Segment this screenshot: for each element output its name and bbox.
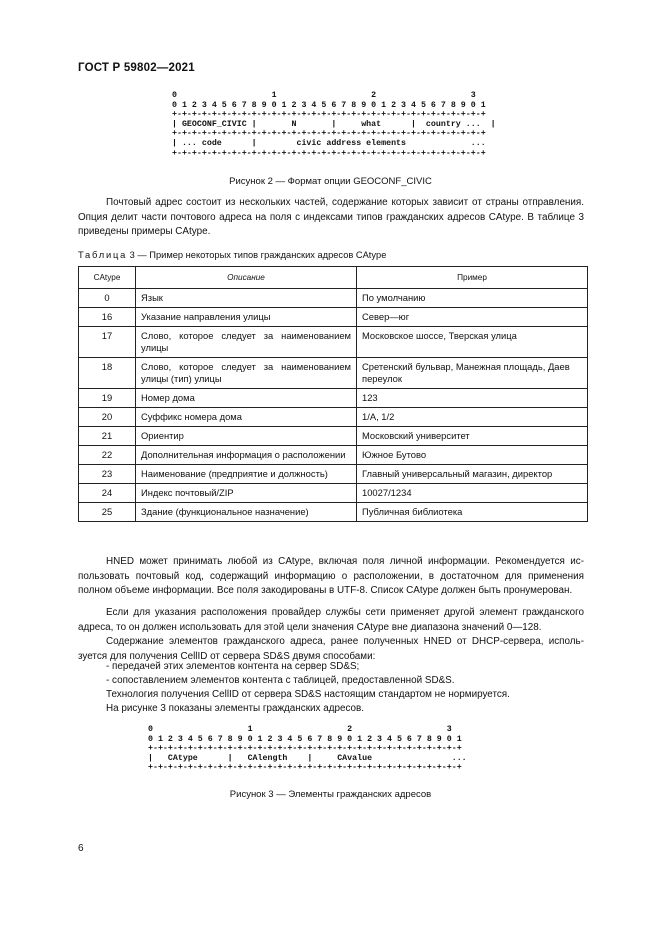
cell-description: Язык — [136, 289, 357, 308]
table-title-text: 3 — Пример некоторых типов гражданских адресов CAtype — [129, 250, 387, 260]
diagram-line: | ... code | civic address elements ... — [172, 138, 486, 148]
diagram-line: +-+-+-+-+-+-+-+-+-+-+-+-+-+-+-+-+-+-+-+-+-+-+-+-+-+-+-+-+-+-+-+ — [172, 148, 486, 158]
table-row — [79, 465, 588, 484]
diagram-line: 0 1 2 3 4 5 6 7 8 9 0 1 2 3 4 5 6 7 8 9 0 1 2 3 4 5 6 7 8 9 0 1 — [172, 100, 486, 110]
page-number: 6 — [78, 843, 84, 854]
cell-example: 10027/1234 — [357, 484, 588, 503]
diagram-line: +-+-+-+-+-+-+-+-+-+-+-+-+-+-+-+-+-+-+-+-+-+-+-+-+-+-+-+-+-+-+-+ — [148, 744, 462, 754]
diagram-line: | GEOCONF_CIVIC | N | what | country ... | — [172, 119, 496, 129]
list-item-mapping: - сопоставлением элементов контента с таблицей, предоставленной SD&S. — [106, 675, 455, 686]
cell-example: Южное Бутово — [357, 446, 588, 465]
cell-description: Указание направления улицы — [136, 308, 357, 327]
figure-3-caption: Рисунок 3 — Элементы гражданских адресов — [229, 789, 432, 800]
cell-description: Слово, которое следует за наименованием улицы — [136, 327, 357, 358]
cell-example: Московское шоссе, Тверская улица — [357, 327, 588, 358]
cell-description: Наименование (предприятие и должность) — [136, 465, 357, 484]
diagram-line: +-+-+-+-+-+-+-+-+-+-+-+-+-+-+-+-+-+-+-+-+-+-+-+-+-+-+-+-+-+-+-+ — [172, 129, 486, 139]
diagram-line: +-+-+-+-+-+-+-+-+-+-+-+-+-+-+-+-+-+-+-+-+-+-+-+-+-+-+-+-+-+-+-+ — [148, 763, 462, 773]
paragraph-hned: HNED может принимать любой из CAtype, включая поля личной информации. Рекомендуется использовать почтовый код, содержащий информацию о расположении, в достаточном для применения полном объеме информации. Все поля закодированы в UTF-8. Список CAtype должен быть пронумерован. — [78, 556, 584, 597]
cell-description: Слово, которое следует за наименованием улицы (тип) улицы — [136, 358, 357, 389]
cell-example: 1/А, 1/2 — [357, 408, 588, 427]
cell-catype: 20 — [79, 408, 136, 427]
cell-catype: 0 — [79, 289, 136, 308]
table-header-row — [79, 267, 588, 289]
cell-catype: 19 — [79, 389, 136, 408]
table-row — [79, 427, 588, 446]
table-title-prefix: Таблица — [78, 250, 128, 260]
cell-catype: 17 — [79, 327, 136, 358]
cell-catype: 18 — [79, 358, 136, 389]
cell-catype: 22 — [79, 446, 136, 465]
table-row — [79, 308, 588, 327]
cell-description: Индекс почтовый/ZIP — [136, 484, 357, 503]
paragraph-technology: Технология получения CellID от сервера SD&S настоящим стандартом не нормируется. — [106, 689, 510, 700]
cell-example: По умолчанию — [357, 289, 588, 308]
figure-2-caption: Рисунок 2 — Формат опции GEOCONF_CIVIC — [229, 176, 432, 187]
cell-example: 123 — [357, 389, 588, 408]
cell-example: Московский университет — [357, 427, 588, 446]
header-example: Пример — [357, 267, 588, 289]
cell-example: Главный универсальный магазин, директор — [357, 465, 588, 484]
cell-description: Ориентир — [136, 427, 357, 446]
table-row — [79, 408, 588, 427]
figure-2-diagram — [172, 91, 496, 158]
figure-3-diagram — [148, 725, 467, 773]
paragraph-content: Содержание элементов гражданского адреса, ранее полученных HNED от DHCP-сервера, используется для получения CellID от сервера SD&S двумя способами: — [78, 636, 584, 662]
cell-catype: 25 — [79, 503, 136, 522]
cell-description: Суффикс номера дома — [136, 408, 357, 427]
cell-description: Номер дома — [136, 389, 357, 408]
header-description: Описание — [136, 267, 357, 289]
paragraph-provider: Если для указания расположения провайдер службы сети применяет другой элемент гражданского адреса, то он должен использовать для этой цели значения CAtype вне диапазона значений 0—128. — [78, 607, 584, 633]
cell-description: Здание (функциональное назначение) — [136, 503, 357, 522]
cell-catype: 21 — [79, 427, 136, 446]
table-3-title — [78, 250, 386, 260]
diagram-line: +-+-+-+-+-+-+-+-+-+-+-+-+-+-+-+-+-+-+-+-+-+-+-+-+-+-+-+-+-+-+-+ — [172, 110, 486, 120]
paragraph-postal-address: Почтовый адрес состоит из нескольких частей, содержание которых зависит от страны отправления. Опция делит части почтового адреса на поля с индексами типов гражданских адресов CAtype. В таблице 3 приведены примеры CAtype. — [78, 197, 584, 238]
list-item-transfer: - передачей этих элементов контента на сервер SD&S; — [106, 661, 360, 672]
cell-catype: 16 — [79, 308, 136, 327]
header-catype: CAtype — [79, 267, 136, 289]
table-row — [79, 289, 588, 308]
diagram-line: | CAtype | CAlength | CAvalue ... — [148, 753, 467, 763]
table-row — [79, 484, 588, 503]
diagram-line: 0 1 2 3 — [172, 91, 476, 100]
table-row — [79, 358, 588, 389]
catype-table — [78, 266, 588, 522]
cell-example: Север—юг — [357, 308, 588, 327]
document-header: ГОСТ Р 59802—2021 — [78, 62, 195, 74]
diagram-line: 0 1 2 3 4 5 6 7 8 9 0 1 2 3 4 5 6 7 8 9 0 1 2 3 4 5 6 7 8 9 0 1 — [148, 734, 462, 744]
cell-catype: 24 — [79, 484, 136, 503]
cell-description: Дополнительная информация о расположении — [136, 446, 357, 465]
table-row — [79, 446, 588, 465]
cell-catype: 23 — [79, 465, 136, 484]
table-row — [79, 327, 588, 358]
cell-example: Сретенский бульвар, Манежная площадь, Даев переулок — [357, 358, 588, 389]
paragraph-figure-ref: На рисунке 3 показаны элементы гражданских адресов. — [106, 703, 364, 714]
diagram-line: 0 1 2 3 — [148, 725, 452, 734]
table-row — [79, 503, 588, 522]
table-row — [79, 389, 588, 408]
cell-example: Публичная библиотека — [357, 503, 588, 522]
